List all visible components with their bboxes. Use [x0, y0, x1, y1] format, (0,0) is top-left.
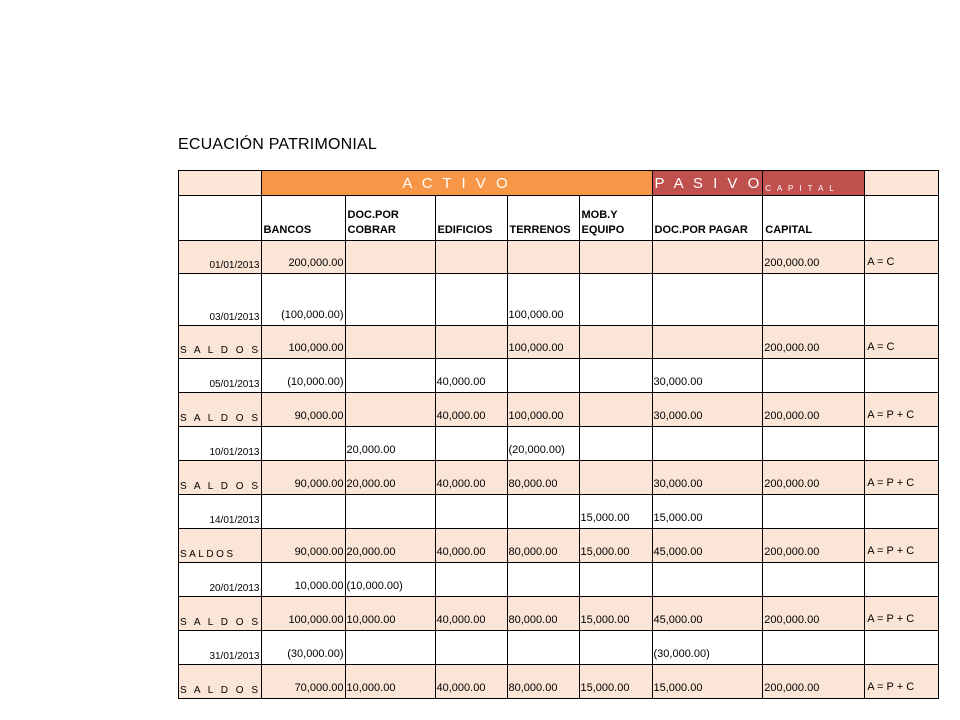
cell-doc-por-pagar	[652, 563, 763, 597]
cell-edificios: 40,000.00	[435, 359, 507, 393]
cell-mob-equipo	[579, 359, 652, 393]
row-label: S A L D O S	[179, 597, 262, 631]
cell-doc-por-pagar: 30,000.00	[652, 359, 763, 393]
cell-equation	[865, 631, 939, 665]
capital-group-header: C A P I T A L	[763, 171, 865, 196]
cell-edificios	[435, 274, 507, 326]
cell-equation	[865, 495, 939, 529]
table-row	[179, 326, 939, 359]
col-header-terrenos: TERRENOS	[507, 196, 579, 241]
cell-capital: 200,000.00	[763, 393, 865, 427]
row-label: 05/01/2013	[179, 359, 262, 393]
cell-equation	[865, 427, 939, 461]
cell-capital: 200,000.00	[763, 597, 865, 631]
patrimonial-equation-table	[178, 170, 939, 699]
cell-terrenos: 100,000.00	[507, 274, 579, 326]
cell-doc-por-cobrar: 20,000.00	[345, 427, 435, 461]
cell-mob-equipo	[579, 393, 652, 427]
cell-mob-equipo: 15,000.00	[579, 529, 652, 563]
column-header-row	[179, 196, 939, 241]
cell-doc-por-pagar	[652, 326, 763, 359]
cell-edificios	[435, 241, 507, 274]
cell-equation: A = P + C	[865, 665, 939, 699]
cell-terrenos	[507, 563, 579, 597]
cell-doc-por-pagar: 15,000.00	[652, 495, 763, 529]
col-header-doc-por-pagar: DOC.POR PAGAR	[652, 196, 763, 241]
cell-bancos: 90,000.00	[261, 393, 345, 427]
cell-edificios: 40,000.00	[435, 393, 507, 427]
cell-edificios: 40,000.00	[435, 665, 507, 699]
cell-equation: A = P + C	[865, 393, 939, 427]
cell-edificios: 40,000.00	[435, 597, 507, 631]
table-row	[179, 631, 939, 665]
cell-mob-equipo	[579, 461, 652, 495]
cell-mob-equipo	[579, 427, 652, 461]
cell-terrenos	[507, 631, 579, 665]
col-header-mob-equipo: MOB.Y EQUIPO	[579, 196, 652, 241]
table-row	[179, 359, 939, 393]
cell-doc-por-pagar: 30,000.00	[652, 461, 763, 495]
cell-terrenos	[507, 359, 579, 393]
cell-edificios	[435, 427, 507, 461]
cell-capital: 200,000.00	[763, 326, 865, 359]
cell-doc-por-cobrar: 20,000.00	[345, 461, 435, 495]
cell-equation: A = P + C	[865, 529, 939, 563]
table-row	[179, 427, 939, 461]
cell-equation	[865, 274, 939, 326]
cell-bancos: (10,000.00)	[261, 359, 345, 393]
cell-terrenos: 80,000.00	[507, 461, 579, 495]
table-row	[179, 274, 939, 326]
cell-equation	[865, 563, 939, 597]
cell-doc-por-pagar: 45,000.00	[652, 597, 763, 631]
row-label: S A L D O S	[179, 665, 262, 699]
table-row	[179, 461, 939, 495]
cell-doc-por-cobrar: (10,000.00)	[345, 563, 435, 597]
activo-header: A C T I V O	[261, 171, 652, 196]
cell-capital	[763, 427, 865, 461]
cell-edificios	[435, 631, 507, 665]
cell-equation: A = P + C	[865, 461, 939, 495]
cell-capital	[763, 631, 865, 665]
table-row	[179, 529, 939, 563]
cell-capital	[763, 274, 865, 326]
cell-doc-por-cobrar: 10,000.00	[345, 597, 435, 631]
label-column-header	[179, 196, 262, 241]
cell-capital: 200,000.00	[763, 529, 865, 563]
cell-mob-equipo	[579, 563, 652, 597]
group-header-row	[179, 171, 939, 196]
cell-doc-por-cobrar	[345, 274, 435, 326]
cell-terrenos: (20,000.00)	[507, 427, 579, 461]
cell-bancos: (100,000.00)	[261, 274, 345, 326]
table-row	[179, 393, 939, 427]
row-label: 14/01/2013	[179, 495, 262, 529]
cell-bancos: 70,000.00	[261, 665, 345, 699]
col-header-capital: CAPITAL	[763, 196, 865, 241]
cell-capital	[763, 495, 865, 529]
table-row	[179, 563, 939, 597]
cell-terrenos: 80,000.00	[507, 597, 579, 631]
table-row	[179, 597, 939, 631]
row-label: 10/01/2013	[179, 427, 262, 461]
cell-equation: A = C	[865, 326, 939, 359]
cell-doc-por-pagar: 15,000.00	[652, 665, 763, 699]
row-label: 01/01/2013	[179, 241, 262, 274]
cell-mob-equipo: 15,000.00	[579, 597, 652, 631]
cell-bancos: 200,000.00	[261, 241, 345, 274]
row-label: SALDOS	[179, 529, 262, 563]
cell-equation	[865, 359, 939, 393]
cell-equation: A = C	[865, 241, 939, 274]
cell-doc-por-pagar: 30,000.00	[652, 393, 763, 427]
cell-edificios	[435, 563, 507, 597]
cell-edificios	[435, 326, 507, 359]
col-header-doc-por-cobrar: DOC.POR COBRAR	[345, 196, 435, 241]
cell-terrenos	[507, 495, 579, 529]
col-header-edificios: EDIFICIOS	[435, 196, 507, 241]
cell-doc-por-cobrar	[345, 631, 435, 665]
cell-doc-por-cobrar: 10,000.00	[345, 665, 435, 699]
pasivo-header: P A S I V O	[652, 171, 763, 196]
cell-mob-equipo	[579, 631, 652, 665]
cell-terrenos: 80,000.00	[507, 529, 579, 563]
row-label: 03/01/2013	[179, 274, 262, 326]
cell-doc-por-cobrar	[345, 241, 435, 274]
cell-capital	[763, 563, 865, 597]
cell-mob-equipo	[579, 326, 652, 359]
cell-capital	[763, 359, 865, 393]
row-label: 20/01/2013	[179, 563, 262, 597]
cell-terrenos: 100,000.00	[507, 326, 579, 359]
cell-terrenos: 80,000.00	[507, 665, 579, 699]
cell-capital: 200,000.00	[763, 665, 865, 699]
cell-doc-por-pagar: (30,000.00)	[652, 631, 763, 665]
cell-bancos	[261, 495, 345, 529]
cell-doc-por-cobrar: 20,000.00	[345, 529, 435, 563]
page-title: ECUACIÓN PATRIMONIAL	[178, 136, 377, 153]
cell-equation: A = P + C	[865, 597, 939, 631]
table-row	[179, 495, 939, 529]
cell-mob-equipo	[579, 274, 652, 326]
cell-mob-equipo: 15,000.00	[579, 665, 652, 699]
cell-doc-por-cobrar	[345, 359, 435, 393]
row-label: S A L D O S	[179, 326, 262, 359]
table-row	[179, 665, 939, 699]
cell-bancos: 90,000.00	[261, 461, 345, 495]
col-header-bancos: BANCOS	[261, 196, 345, 241]
cell-bancos: 90,000.00	[261, 529, 345, 563]
cell-mob-equipo: 15,000.00	[579, 495, 652, 529]
cell-edificios: 40,000.00	[435, 529, 507, 563]
equation-column-header	[865, 196, 939, 241]
cell-doc-por-cobrar	[345, 393, 435, 427]
cell-terrenos: 100,000.00	[507, 393, 579, 427]
cell-capital: 200,000.00	[763, 241, 865, 274]
cell-edificios: 40,000.00	[435, 461, 507, 495]
row-label: S A L D O S	[179, 461, 262, 495]
table-row	[179, 241, 939, 274]
cell-capital: 200,000.00	[763, 461, 865, 495]
row-label: S A L D O S	[179, 393, 262, 427]
cell-doc-por-pagar	[652, 241, 763, 274]
cell-edificios	[435, 495, 507, 529]
cell-doc-por-pagar	[652, 274, 763, 326]
cell-mob-equipo	[579, 241, 652, 274]
cell-bancos: 100,000.00	[261, 597, 345, 631]
cell-doc-por-cobrar	[345, 495, 435, 529]
row-label: 31/01/2013	[179, 631, 262, 665]
corner-cell	[179, 171, 262, 196]
cell-bancos: 100,000.00	[261, 326, 345, 359]
cell-bancos: 10,000.00	[261, 563, 345, 597]
cell-bancos	[261, 427, 345, 461]
cell-doc-por-pagar: 45,000.00	[652, 529, 763, 563]
cell-terrenos	[507, 241, 579, 274]
cell-doc-por-cobrar	[345, 326, 435, 359]
equation-header-cell	[865, 171, 939, 196]
cell-bancos: (30,000.00)	[261, 631, 345, 665]
cell-doc-por-pagar	[652, 427, 763, 461]
